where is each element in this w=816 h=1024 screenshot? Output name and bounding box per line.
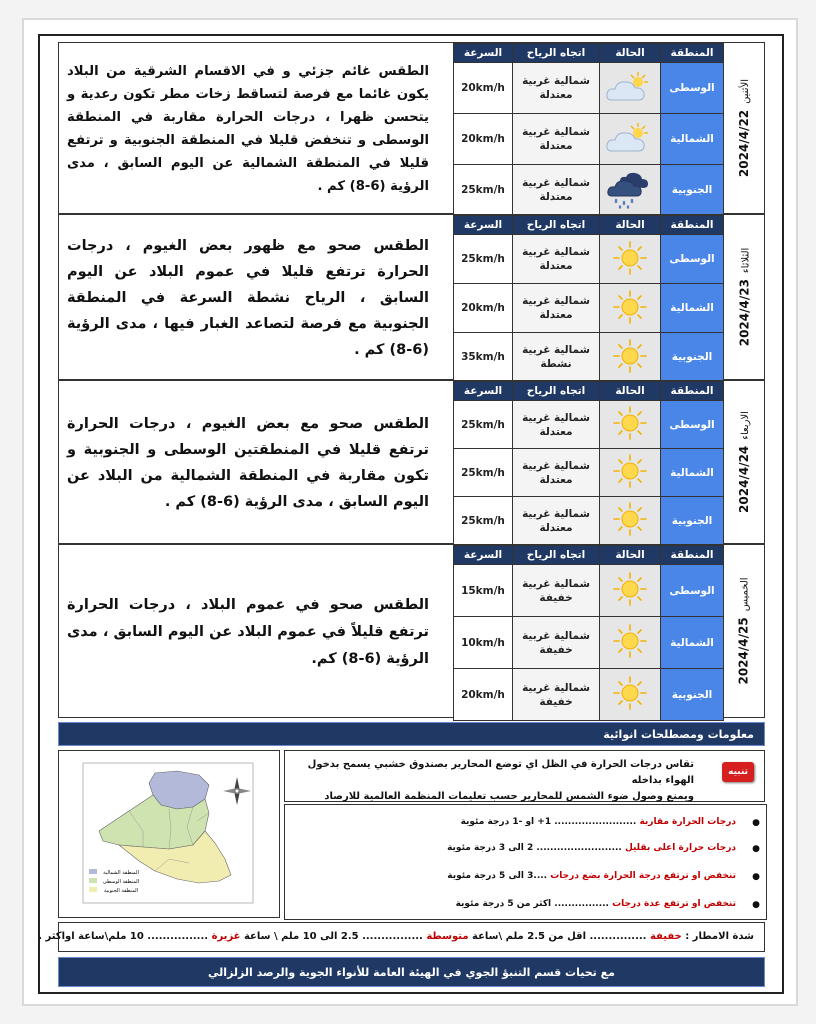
- definition-item: ● درجات الحرارة مقاربة ........................ 1+ او -1 درجة مئوية: [460, 817, 760, 828]
- speed-cell: 25km/h: [454, 497, 513, 545]
- wind-direction-cell: شمالية غربية معتدلة: [513, 449, 600, 497]
- speed-cell: 20km/h: [454, 284, 513, 333]
- speed-cell: 10km/h: [454, 617, 513, 669]
- sun-icon: [600, 669, 661, 721]
- partly-cloudy-icon: [600, 63, 661, 114]
- day-name: الثلاثاء: [740, 247, 751, 274]
- table-row: [454, 63, 724, 114]
- definition-item: ● تنخفض او ترتفع عدة درجات ................ اكثر من 5 درجة مئوية: [455, 899, 760, 910]
- legend-central: المنطقة الوسطى: [102, 879, 140, 885]
- rain-heavy-value: ................ 10 ملم\ساعة اواكثر .: [38, 931, 209, 942]
- header-status: الحالة: [600, 216, 661, 235]
- wind-direction-cell: شمالية غربية معتدلة: [513, 165, 600, 216]
- header-region: المنطقة: [661, 44, 724, 63]
- rain-label: شدة الامطار :: [685, 931, 754, 942]
- day-block-3: [58, 380, 765, 544]
- weather-table: [453, 43, 724, 216]
- region-cell: الجنوبية: [661, 497, 724, 545]
- speed-cell: 20km/h: [454, 114, 513, 165]
- region-cell: الشمالية: [661, 449, 724, 497]
- table-row: [454, 333, 724, 382]
- speed-cell: 25km/h: [454, 401, 513, 449]
- header-region: المنطقة: [661, 216, 724, 235]
- header-speed: السرعة: [454, 382, 513, 401]
- rain-intensity-bar: [38, 922, 765, 952]
- day-name: الخميس: [740, 577, 752, 612]
- day-block-1: [58, 42, 765, 214]
- table-row: [454, 497, 724, 545]
- speed-cell: 20km/h: [454, 669, 513, 721]
- definition-item: ● درجات حرارة اعلى بقليل ......................... 2 الى 3 درجة مئوية: [447, 843, 760, 854]
- region-cell: الوسطى: [661, 63, 724, 114]
- table-row: [454, 284, 724, 333]
- wind-direction-cell: شمالية غربية معتدلة: [513, 284, 600, 333]
- header-region: المنطقة: [661, 546, 724, 565]
- day-label-column: [723, 381, 764, 543]
- wind-direction-cell: شمالية غربية خفيفة: [513, 617, 600, 669]
- wind-direction-cell: شمالية غربية معتدلة: [513, 401, 600, 449]
- legend-south: المنطقة الجنوبية: [103, 888, 139, 894]
- day-date: 2024/4/25: [737, 617, 752, 685]
- partly-cloudy-icon: [600, 114, 661, 165]
- warning-badge: تنبيه: [722, 762, 754, 782]
- header-status: الحالة: [600, 382, 661, 401]
- bullet-icon: ●: [752, 872, 760, 882]
- sun-icon: [600, 449, 661, 497]
- table-header-row: [454, 382, 724, 401]
- definitions-box: [284, 804, 767, 920]
- day-date: 2024/4/24: [737, 445, 752, 513]
- day-date: 2024/4/23: [737, 279, 751, 347]
- day-description: الطقس غائم جزئي و في الاقسام الشرقية من البلاد يكون غائما مع فرصة لتساقط زخات مطر تكون رعدية و يتحسن ظهرا ، درجات الحرارة مقاربة في المنطقة الوسطى و تنخفض قليلا في المنطقة الجنوبية و ترتفع قليلا في المنطقة الشمالية عن اليوم السابق ، مدى الرؤية (6-8) كم .: [67, 64, 429, 194]
- sun-icon: [600, 497, 661, 545]
- region-cell: الشمالية: [661, 284, 724, 333]
- day-description: الطقس صحو في عموم البلاد ، درجات الحرارة ترتفع قليلاً في عموم البلاد عن اليوم السابق ، مدى الرؤية (6-8) كم.: [67, 596, 429, 667]
- rain-heavy: غزيرة: [211, 931, 241, 942]
- wind-direction-cell: شمالية غربية خفيفة: [513, 669, 600, 721]
- speed-cell: 25km/h: [454, 235, 513, 284]
- rain-moderate-value: ................ 2.5 الى 10 ملم \ ساعة: [243, 931, 423, 942]
- sun-icon: [600, 617, 661, 669]
- table-row: [454, 165, 724, 216]
- header-status: الحالة: [600, 44, 661, 63]
- wind-direction-cell: شمالية غربية خفيفة: [513, 565, 600, 617]
- legend-north: المنطقة الشمالية: [103, 870, 139, 876]
- day-description: الطقس صحو مع ظهور بعض الغيوم ، درجات الحرارة ترتفع قليلا في عموم البلاد عن اليوم السابق ، الرياح نشطة السرعة في المنطقة الجنوبية مع فرصة لتصاعد الغبار فيها ، مدى الرؤية (6-8) كم .: [67, 238, 429, 358]
- table-header-row: [454, 216, 724, 235]
- speed-cell: 15km/h: [454, 565, 513, 617]
- rain-cloud-icon: [600, 165, 661, 216]
- header-wind: اتجاه الرياح: [513, 382, 600, 401]
- rain-moderate: متوسطة: [426, 931, 469, 942]
- region-cell: الوسطى: [661, 565, 724, 617]
- sun-icon: [600, 235, 661, 284]
- warning-text: تقاس درجات الحرارة في الظل اي توضع المحارير بصندوق خشبي يسمح بدخول الهواء بداخله ويمنع وصول ضوء الشمس للمحارير حسب تعليمات المنظمة العالمية للارصاد: [307, 759, 694, 802]
- table-row: [454, 401, 724, 449]
- weather-table: [453, 215, 724, 382]
- weather-table: [453, 545, 724, 721]
- footer-bar: مع تحيات قسم التنبؤ الجوي في الهيئة العامة للأنواء الجوية والرصد الزلزالي: [58, 957, 765, 987]
- header-wind: اتجاه الرياح: [513, 216, 600, 235]
- speed-cell: 35km/h: [454, 333, 513, 382]
- header-speed: السرعة: [454, 216, 513, 235]
- table-row: [454, 617, 724, 669]
- day-label-column: [723, 545, 764, 717]
- table-row: [454, 565, 724, 617]
- rain-light-value: ............... اقل من 2.5 ملم \ساعة: [472, 931, 647, 942]
- sun-icon: [600, 333, 661, 382]
- speed-cell: 20km/h: [454, 63, 513, 114]
- day-description: الطقس صحو مع بعض الغيوم ، درجات الحرارة ترتفع قليلا في المنطقتين الوسطى و الجنوبية و تكون مقاربة في المنطقة الشمالية من البلاد عن اليوم السابق ، مدى الرؤية (6-8) كم .: [67, 416, 429, 510]
- sun-icon: [600, 284, 661, 333]
- sun-icon: [600, 565, 661, 617]
- bullet-icon: ●: [752, 844, 760, 854]
- day-block-2: [58, 214, 765, 380]
- wind-direction-cell: شمالية غربية معتدلة: [513, 497, 600, 545]
- region-cell: الجنوبية: [661, 669, 724, 721]
- weather-table: [453, 381, 724, 545]
- wind-direction-cell: شمالية غربية نشطة: [513, 333, 600, 382]
- speed-cell: 25km/h: [454, 165, 513, 216]
- day-date: 2024/4/22: [737, 109, 752, 178]
- header-wind: اتجاه الرياح: [513, 44, 600, 63]
- definition-item: ● تنخفض او ترتفع درجة الحرارة بضع درجات ....3 الى 5 درجة مئوية: [447, 871, 760, 882]
- sun-icon: [600, 401, 661, 449]
- day-label-column: [723, 43, 764, 213]
- header-speed: السرعة: [454, 546, 513, 565]
- wind-direction-cell: شمالية غربية معتدلة: [513, 235, 600, 284]
- iraq-regions-map: [58, 750, 280, 918]
- region-cell: الجنوبية: [661, 333, 724, 382]
- header-wind: اتجاه الرياح: [513, 546, 600, 565]
- region-cell: الشمالية: [661, 114, 724, 165]
- region-cell: الوسطى: [661, 401, 724, 449]
- header-status: الحالة: [600, 546, 661, 565]
- table-row: [454, 449, 724, 497]
- info-title-bar: معلومات ومصطلحات انوائية: [58, 722, 765, 746]
- region-cell: الوسطى: [661, 235, 724, 284]
- wind-direction-cell: شمالية غربية معتدلة: [513, 114, 600, 165]
- day-block-4: [58, 544, 765, 718]
- wind-direction-cell: شمالية غربية معتدلة: [513, 63, 600, 114]
- table-row: [454, 114, 724, 165]
- table-header-row: [454, 546, 724, 565]
- day-name: الاربعاء: [740, 411, 752, 440]
- warning-note: [284, 750, 765, 802]
- region-cell: الشمالية: [661, 617, 724, 669]
- map-graphic: [59, 751, 276, 914]
- region-cell: الجنوبية: [661, 165, 724, 216]
- day-label-column: [723, 215, 764, 379]
- bullet-icon: ●: [752, 900, 760, 910]
- table-header-row: [454, 44, 724, 63]
- header-region: المنطقة: [661, 382, 724, 401]
- table-row: [454, 235, 724, 284]
- bullet-icon: ●: [752, 818, 760, 828]
- table-row: [454, 669, 724, 721]
- speed-cell: 25km/h: [454, 449, 513, 497]
- day-name: الأثنين: [740, 78, 752, 104]
- header-speed: السرعة: [454, 44, 513, 63]
- rain-light: خفيفة: [649, 931, 682, 942]
